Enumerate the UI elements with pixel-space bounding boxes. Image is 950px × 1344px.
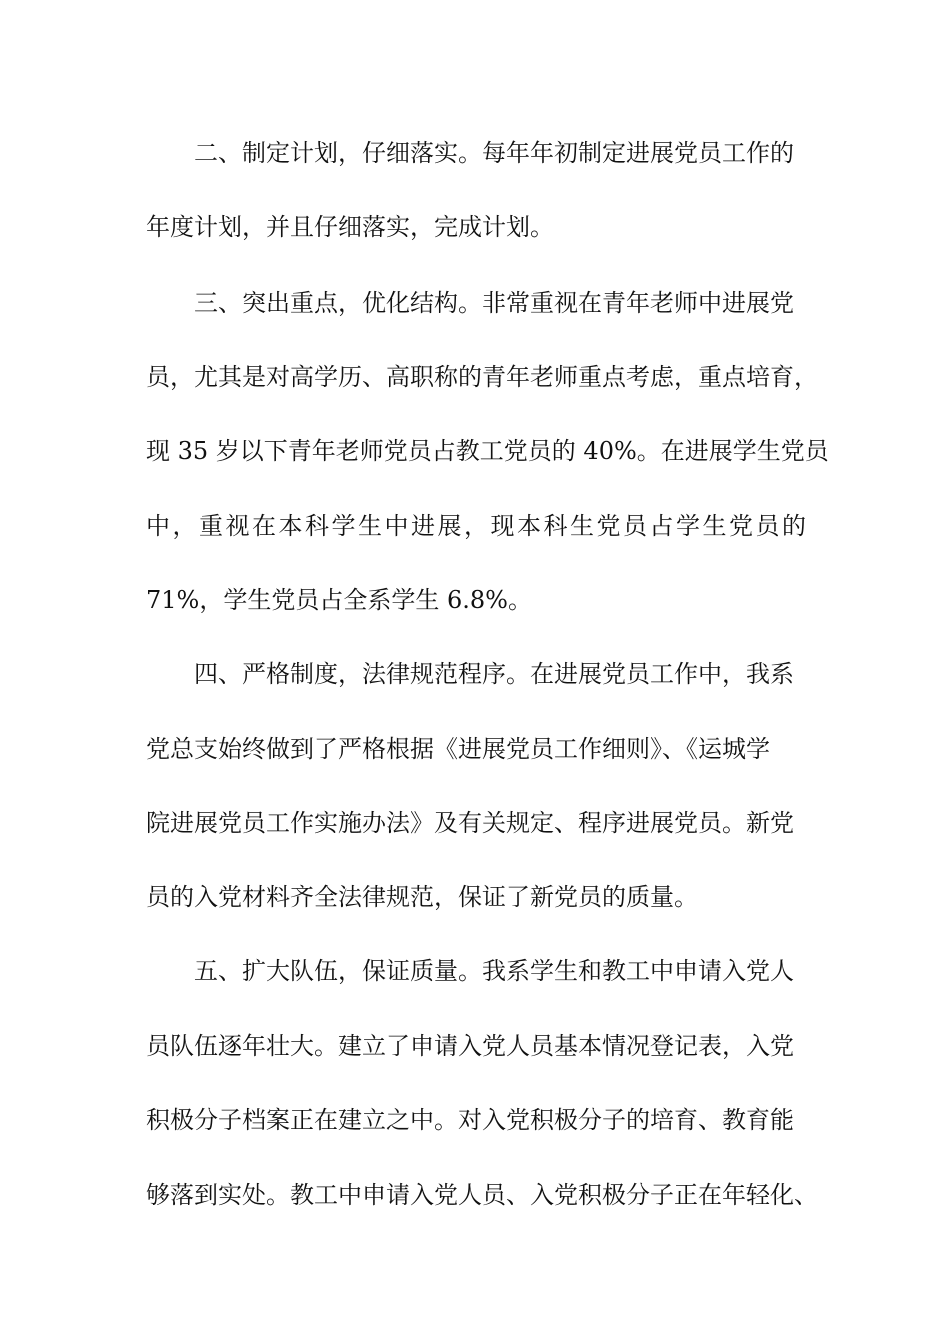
paragraph-2-line-1: 二、制定计划，仔细落实。每年年初制定进展党员工作的 — [194, 139, 794, 167]
paragraph-5-line-1: 五、扩大队伍，保证质量。我系学生和教工中申请入党人 — [194, 957, 794, 985]
paragraph-4-line-3: 院进展党员工作实施办法》及有关规定、程序进展党员。新党 — [146, 809, 794, 837]
paragraph-4-line-1: 四、严格制度，法律规范程序。在进展党员工作中，我系 — [194, 660, 794, 688]
paragraph-5-line-4: 够落到实处。教工中申请入党人员、入党积极分子正在年轻化、 — [146, 1181, 818, 1209]
paragraph-3-line-2: 员，尤其是对高学历、高职称的青年老师重点考虑，重点培育， — [146, 363, 818, 391]
paragraph-3-line-1: 三、突出重点，优化结构。非常重视在青年老师中进展党 — [194, 289, 794, 317]
paragraph-5-line-3: 积极分子档案正在建立之中。对入党积极分子的培育、教育能 — [146, 1106, 794, 1134]
paragraph-5-line-2: 员队伍逐年壮大。建立了申请入党人员基本情况登记表，入党 — [146, 1032, 794, 1060]
paragraph-4-line-4: 员的入党材料齐全法律规范，保证了新党员的质量。 — [146, 883, 698, 911]
paragraph-4-line-2: 党总支始终做到了严格根据《进展党员工作细则》、《运城学 — [146, 735, 770, 763]
paragraph-2-line-2: 年度计划，并且仔细落实，完成计划。 — [146, 213, 554, 241]
paragraph-3-line-4: 中，重视在本科学生中进展，现本科生党员占学生党员的 — [146, 512, 806, 540]
paragraph-3-line-5: 71%，学生党员占全系学生 6.8%。 — [146, 586, 532, 614]
paragraph-3-line-3: 现 35 岁以下青年老师党员占教工党员的 40%。在进展学生党员 — [146, 437, 829, 465]
